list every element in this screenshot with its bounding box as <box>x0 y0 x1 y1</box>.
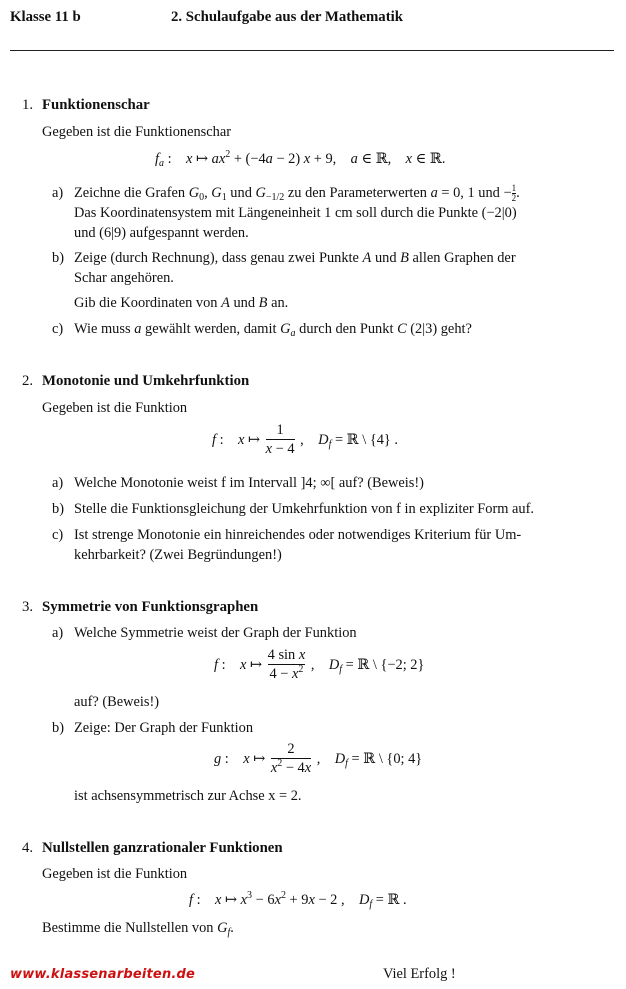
task-2c <box>52 525 614 565</box>
section-4-outro: Bestimme die Nullstellen von $G_f$. <box>42 920 234 938</box>
task-label: b) <box>52 501 64 517</box>
task-text: und (6|9) aufgespannt werden. <box>74 225 249 241</box>
task-text: Zeichne die Grafen $G_0$, $G_1$ und $G_{-1/2}$ zu den Parameterwerten a = 0, 1 und − $\frac{1}{2}$ . <box>74 183 520 204</box>
task-label: c) <box>52 527 64 543</box>
task-text: Zeige (durch Rechnung), dass genau zwei Punkte A und B allen Graphen der <box>74 250 516 266</box>
task-label: a) <box>52 185 64 201</box>
section-2-intro: Gegeben ist die Funktion <box>42 400 188 416</box>
good-luck-text: Viel Erfolg ! <box>383 966 456 982</box>
task-label: a) <box>52 475 64 491</box>
section-title: Nullstellen ganzrationaler Funktionen <box>42 840 283 856</box>
section-title: Monotonie und Umkehrfunktion <box>42 373 250 389</box>
section-number: 2. <box>22 373 34 389</box>
header-divider <box>10 50 614 51</box>
task-text: Stelle die Funktionsgleichung der Umkehrfunktion von f in expliziter Form auf. <box>74 501 535 517</box>
polynomial-equation: f : x ↦ $x^3 - 6x^2 + 9x - 2$ , $D_f$ = ℝ . <box>189 890 407 910</box>
task-text: Zeige: Der Graph der Funktion <box>74 720 254 736</box>
section-title: Symmetrie von Funktionsgraphen <box>42 599 259 615</box>
task-text: Gib die Koordinaten von A und B an. <box>74 295 289 311</box>
page-header <box>10 7 614 27</box>
task-text: Welche Monotonie weist f im Intervall ]4; ∞[ auf? (Beweis!) <box>74 475 424 491</box>
task-text: Wie muss a gewählt werden, damit $G_a$ durch den Punkt C (2|3) geht? <box>74 321 472 339</box>
task-text: Das Koordinatensystem mit Längeneinheit 1 cm soll durch die Punkte (−2|0) <box>74 205 517 221</box>
section-title: Funktionenschar <box>42 97 150 113</box>
section-number: 3. <box>22 599 34 615</box>
function-f-sin-equation: f : x ↦ $\frac{\text{4 sin x}}{4 - x^2}$ , $D_f$ = ℝ \ {−2; 2} <box>214 647 425 682</box>
website-link[interactable]: www.klassenarbeiten.de <box>10 967 196 982</box>
section-number: 4. <box>22 840 34 856</box>
class-label: Klasse 11 b <box>10 9 81 25</box>
section-4-heading <box>22 838 283 858</box>
function-f-equation: f : x ↦ $\frac{1}{x - 4}$ , $D_f$ = ℝ \ {4} . <box>212 422 399 457</box>
task-2b <box>52 499 614 519</box>
task-text: Ist strenge Monotonie ein hinreichendes oder notwendiges Kriterium für Um- <box>74 527 522 543</box>
function-g-equation: g : x ↦ $\frac{2}{x^2 - 4x}$ , $D_f$ = ℝ \ {0; 4} <box>214 741 423 776</box>
task-label: b) <box>52 720 64 736</box>
section-number: 1. <box>22 97 34 113</box>
task-2a <box>52 473 614 493</box>
task-text: kehrbarkeit? (Zwei Begründungen!) <box>74 547 282 563</box>
section-2-heading <box>22 371 249 391</box>
task-text: ist achsensymmetrisch zur Achse x = 2. <box>74 788 302 804</box>
task-text: Schar angehören. <box>74 270 174 286</box>
task-1a <box>52 183 614 243</box>
task-label: b) <box>52 250 64 266</box>
function-family-equation: $f_a$ : x ↦ $ax^2 + (-4a - 2) x + 9$, a ∈ ℝ, x ∈ ℝ. <box>155 149 446 169</box>
section-1-intro: Gegeben ist die Funktionenschar <box>42 124 232 140</box>
task-label: c) <box>52 321 64 337</box>
exam-title: 2. Schulaufgabe aus der Mathematik <box>171 9 403 25</box>
section-4-intro: Gegeben ist die Funktion <box>42 866 188 882</box>
task-text: auf? (Beweis!) <box>74 694 160 710</box>
section-3-heading <box>22 597 258 617</box>
task-1c <box>52 319 614 339</box>
section-1-heading <box>22 95 150 115</box>
task-1b <box>52 248 614 312</box>
task-label: a) <box>52 625 64 641</box>
task-text: Welche Symmetrie weist der Graph der Funktion <box>74 625 357 641</box>
